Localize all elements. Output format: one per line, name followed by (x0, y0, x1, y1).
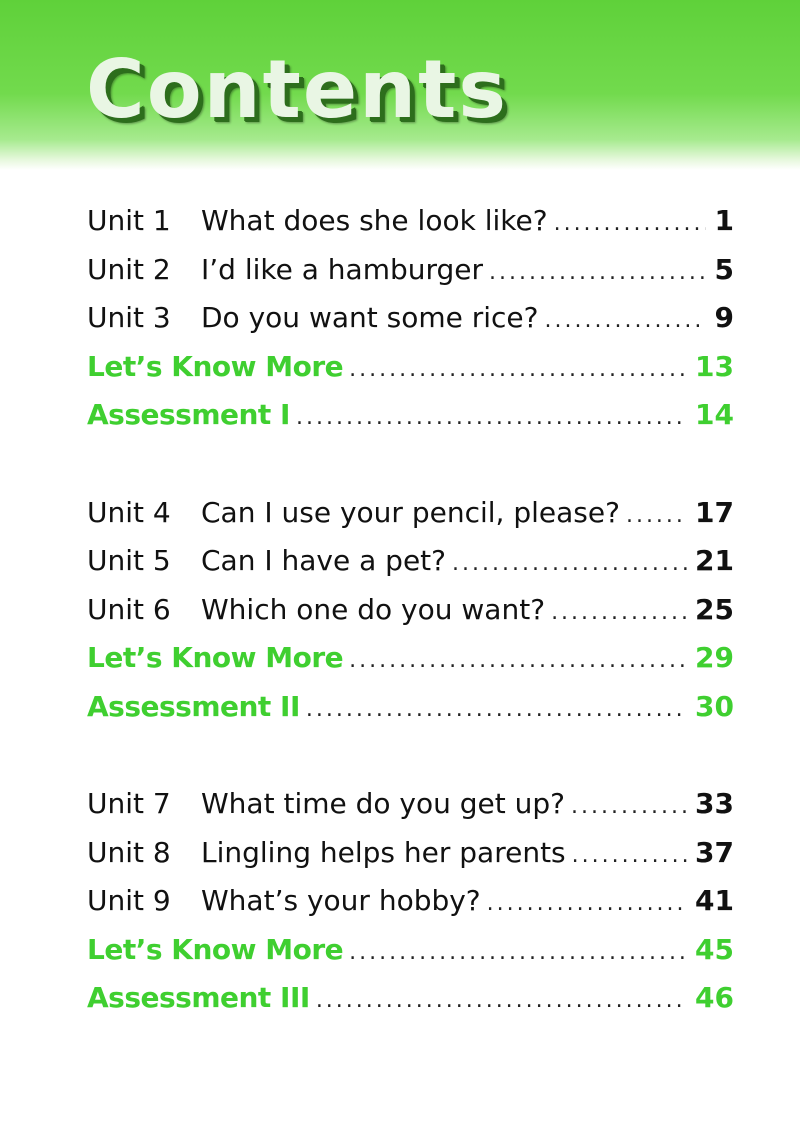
page-number: 25 (695, 592, 734, 626)
dot-leader (487, 880, 687, 929)
entry-title: What time do you get up? (201, 787, 566, 820)
dot-leader (551, 589, 687, 638)
unit-number: Unit 2 (87, 252, 171, 286)
entry-title: What does she look like? (201, 204, 548, 237)
toc-group-1 (87, 197, 734, 440)
toc-entry-lets-know-more[interactable] (87, 634, 734, 683)
toc-entry-lets-know-more[interactable] (87, 343, 734, 392)
entry-title: Do you want some rice? (201, 301, 539, 334)
toc-entry-lets-know-more[interactable] (87, 926, 734, 975)
toc-entry[interactable] (87, 586, 734, 635)
dot-leader (349, 346, 687, 395)
dot-leader (571, 783, 687, 832)
toc-entry[interactable] (87, 877, 734, 926)
dot-leader (349, 637, 687, 686)
page-number: 13 (695, 349, 734, 383)
page-number: 41 (695, 884, 734, 917)
unit-number: Unit 9 (87, 884, 171, 917)
unit-number: Unit 6 (87, 592, 171, 626)
page-number: 30 (695, 689, 734, 723)
page-number: 9 (714, 301, 734, 334)
page-number: 29 (695, 641, 734, 674)
entry-title: What’s your hobby? (201, 884, 481, 917)
entry-title: Lingling helps her parents (201, 835, 566, 869)
page-title: Contents (86, 43, 508, 136)
header-banner (0, 0, 800, 170)
entry-title: Which one do you want? (201, 592, 546, 626)
page-number: 21 (695, 544, 734, 577)
toc-entry-assessment[interactable] (87, 391, 734, 440)
toc-entry-assessment[interactable] (87, 683, 734, 732)
unit-number: Unit 7 (87, 787, 171, 820)
entry-title: Let’s Know More (87, 932, 344, 966)
entry-title: Can I use your pencil, please? (201, 495, 620, 529)
unit-number: Unit 1 (87, 204, 171, 237)
toc-entry-assessment[interactable] (87, 974, 734, 1023)
toc-entry[interactable] (87, 294, 734, 343)
unit-number: Unit 4 (87, 495, 171, 529)
dot-leader (349, 929, 687, 978)
dot-leader (626, 492, 687, 541)
toc-group-2 (87, 489, 734, 732)
entry-title: Assessment III (87, 981, 310, 1014)
dot-leader (306, 686, 687, 735)
dot-leader (296, 394, 687, 443)
dot-leader (572, 832, 687, 881)
unit-number: Unit 3 (87, 301, 171, 334)
page-number: 45 (695, 932, 734, 966)
entry-title: Assessment I (87, 398, 290, 431)
page-number: 5 (714, 252, 734, 286)
toc-entry[interactable] (87, 537, 734, 586)
page-number: 14 (695, 398, 734, 431)
dot-leader (554, 200, 706, 249)
page-number: 37 (695, 835, 734, 869)
dot-leader (489, 249, 706, 298)
toc-entry[interactable] (87, 780, 734, 829)
entry-title: Assessment II (87, 689, 300, 723)
toc-group-3 (87, 780, 734, 1023)
entry-title: Let’s Know More (87, 641, 344, 674)
dot-leader (452, 540, 687, 589)
toc-entry[interactable] (87, 246, 734, 295)
page-number: 1 (714, 204, 734, 237)
entry-title: Let’s Know More (87, 349, 344, 383)
page-number: 17 (695, 495, 734, 529)
entry-title: Can I have a pet? (201, 544, 447, 577)
page-number: 33 (695, 787, 734, 820)
dot-leader (545, 297, 706, 346)
dot-leader (316, 977, 687, 1026)
unit-number: Unit 8 (87, 835, 171, 869)
page-number: 46 (695, 981, 734, 1014)
entry-title: I’d like a hamburger (201, 252, 484, 286)
unit-number: Unit 5 (87, 544, 171, 577)
toc-entry[interactable] (87, 489, 734, 538)
toc-entry[interactable] (87, 197, 734, 246)
table-of-contents (87, 197, 734, 1072)
toc-entry[interactable] (87, 829, 734, 878)
